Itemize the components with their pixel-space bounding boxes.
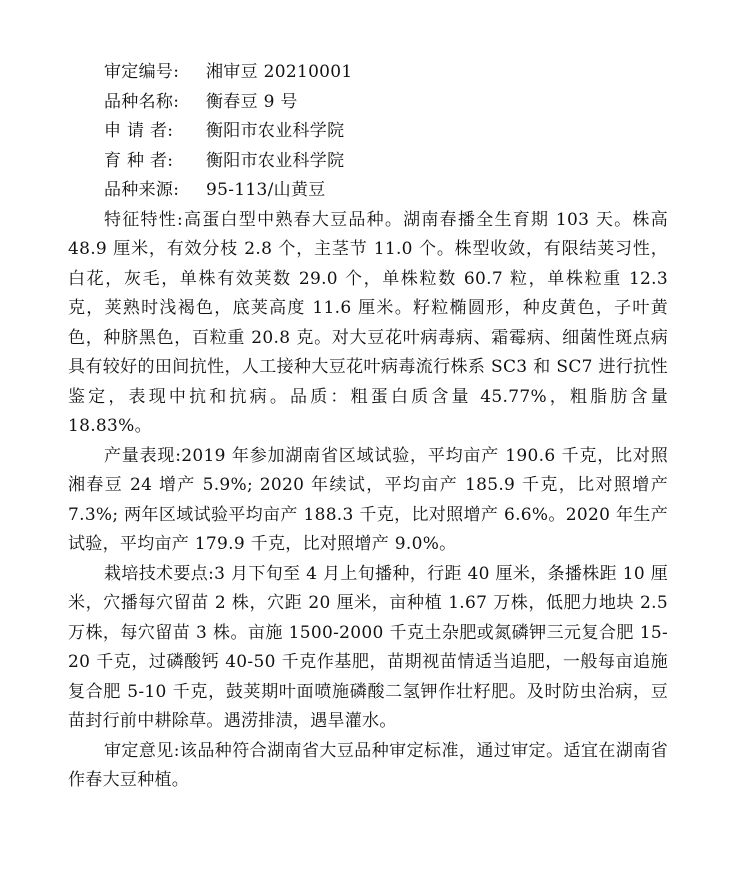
applicant-label: 申 请 者:: [104, 121, 174, 141]
variety-source-line: [68, 176, 668, 206]
variety-name-line: [68, 88, 668, 118]
cultivation-paragraph: [68, 560, 668, 737]
yield-text: 2019 年参加湖南省区域试验，平均亩产 190.6 千克，比对照湘春豆 24 增产 5.9%; 2020 年续试，平均亩产 185.9 千克，比对照增产 7.3%; 两年区域试验平均亩产 188.3 千克，比对照增产 6.6%。2020 年生产试验，平均亩产 179.9 千克，比对照增产 9.0%。: [68, 445, 668, 554]
cultivation-label: 栽培技术要点:: [104, 563, 215, 584]
variety-source-value: 95-113/山黄豆: [206, 180, 326, 200]
approval-opinion-text: 该品种符合湖南省大豆品种审定标准，通过审定。适宜在湖南省作春大豆种植。: [68, 740, 668, 790]
approval-number-label: 审定编号:: [104, 62, 180, 82]
breeder-label: 育 种 者:: [104, 150, 174, 171]
applicant-value: 衡阳市农业科学院: [206, 121, 345, 141]
breeder-value: 衡阳市农业科学院: [206, 150, 345, 171]
approval-number-value: 湘审豆 20210001: [206, 62, 353, 82]
variety-name-label: 品种名称:: [104, 91, 180, 112]
approval-opinion-label: 审定意见:: [104, 740, 180, 761]
yield-paragraph: [68, 442, 668, 560]
approval-number-line: [68, 58, 668, 88]
applicant-line: [68, 117, 668, 147]
characteristics-text: 高蛋白型中熟春大豆品种。湖南春播全生育期 103 天。株高 48.9 厘米，有效分枝 2.8 个，主茎节 11.0 个。株型收敛，有限结荚习性，白花，灰毛，单株有效荚数 29.0 个，单株粒数 60.7 粒，单株粒重 12.3 克，荚熟时浅褐色，底荚高度 11.6 厘米。籽粒椭圆形，种皮黄色，子叶黄色，种脐黑色，百粒重 20.8 克。对大豆花叶病毒病、霜霉病、细菌性斑点病具有较好的田间抗性，人工接种大豆花叶病毒流行株系 SC3 和 SC7 进行抗性鉴定，表现中抗和抗病。品质：粗蛋白质含量 45.77%，粗脂肪含量 18.83%。: [68, 209, 668, 436]
approval-opinion-paragraph: [68, 737, 668, 796]
cultivation-text: 3 月下旬至 4 月上旬播种，行距 40 厘米，条播株距 10 厘米，穴播每穴留苗 2 株，穴距 20 厘米，亩种植 1.67 万株，低肥力地块 2.5 万株，每穴留苗 3 株。亩施 1500-2000 千克土杂肥或氮磷钾三元复合肥 15-20 千克，过磷酸钙 40-50 千克作基肥，苗期视苗情适当追肥，一般每亩追施复合肥 5-10 千克，鼓荚期叶面喷施磷酸二氢钾作壮籽肥。及时防虫治病，豆苗封行前中耕除草。遇涝排渍，遇旱灌水。: [68, 563, 669, 731]
variety-name-value: 衡春豆 9 号: [206, 91, 298, 112]
characteristics-paragraph: [68, 206, 668, 442]
yield-label: 产量表现:: [104, 445, 182, 466]
breeder-line: [68, 147, 668, 177]
variety-source-label: 品种来源:: [104, 180, 180, 200]
characteristics-label: 特征特性:: [104, 209, 184, 230]
variety-approval-document: [68, 58, 668, 796]
